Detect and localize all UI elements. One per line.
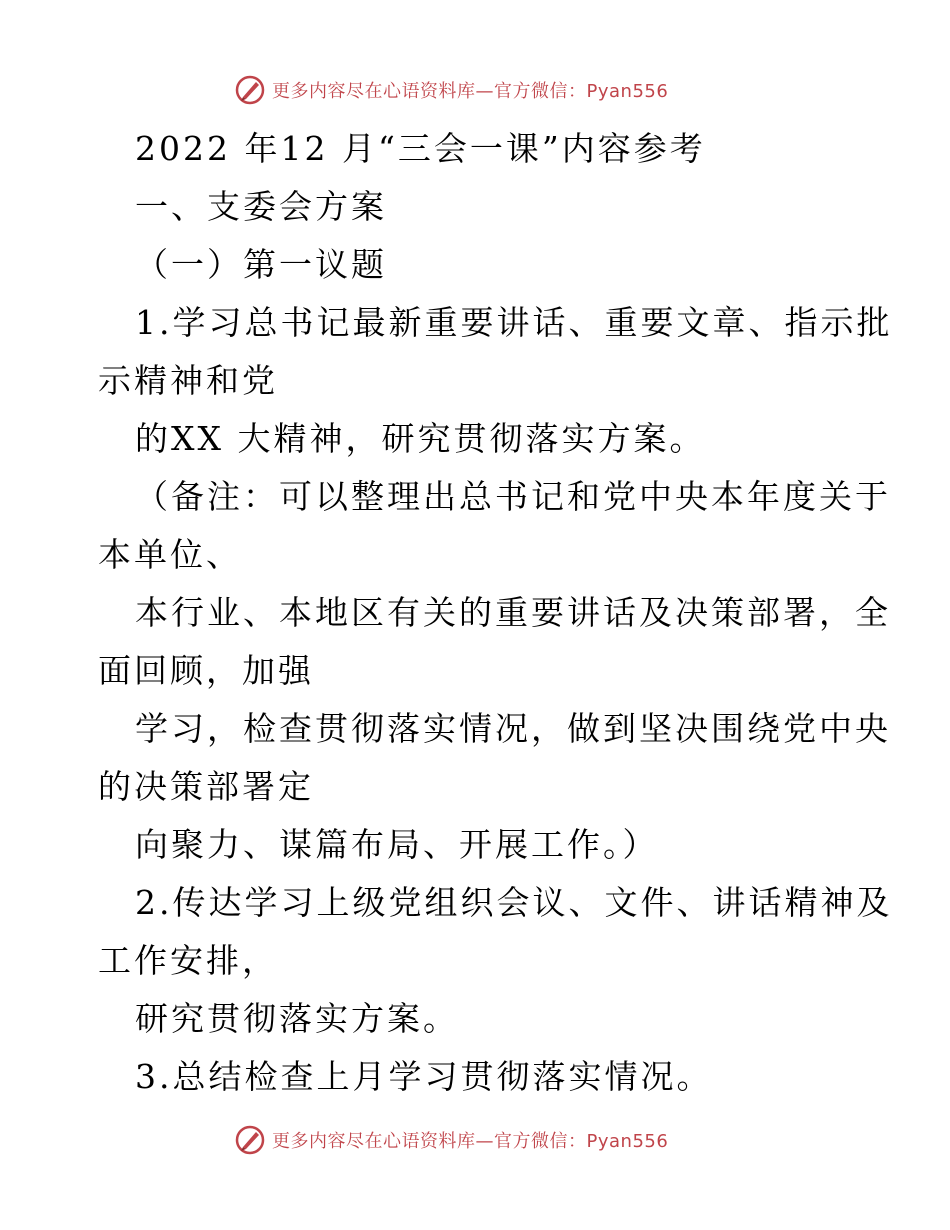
document-line: 本单位、 [98,535,242,574]
document-line: 一、支委会方案 [135,187,387,226]
watermark-footer [234,1122,668,1158]
document-line: 2.传达学习上级党组织会议、文件、讲话精神及 [135,883,893,922]
watermark-text: 更多内容尽在心语资料库—官方微信：Pyan556 [272,1131,669,1152]
document-line: 2022 年12 月“三会一课”内容参考 [135,129,706,168]
watermark-text: 更多内容尽在心语资料库—官方微信：Pyan556 [272,81,669,102]
document-line: 向聚力、谋篇布局、开展工作。） [135,825,659,864]
document-line: 面回顾，加强 [98,651,314,690]
document-line: 本行业、本地区有关的重要讲话及决策部署，全 [135,593,891,632]
document-line: （备注：可以整理出总书记和党中央本年度关于 [135,477,891,516]
document-line: 工作安排， [98,941,278,980]
document-line: 示精神和党 [98,361,278,400]
document-line: 1.学习总书记最新重要讲话、重要文章、指示批 [135,303,893,342]
document-body [98,120,893,1106]
pen-logo-icon [234,1124,266,1156]
document-line: 3.总结检查上月学习贯彻落实情况。 [135,1057,713,1096]
document-line: 的决策部署定 [98,767,314,806]
document-line: 研究贯彻落实方案。 [135,999,459,1038]
document-line: 学习，检查贯彻落实情况，做到坚决围绕党中央 [135,709,891,748]
watermark-header [234,72,668,108]
document-line: 的XX 大精神，研究贯彻落实方案。 [135,419,706,458]
document-line: （一）第一议题 [135,245,387,284]
pen-logo-icon [234,74,266,106]
